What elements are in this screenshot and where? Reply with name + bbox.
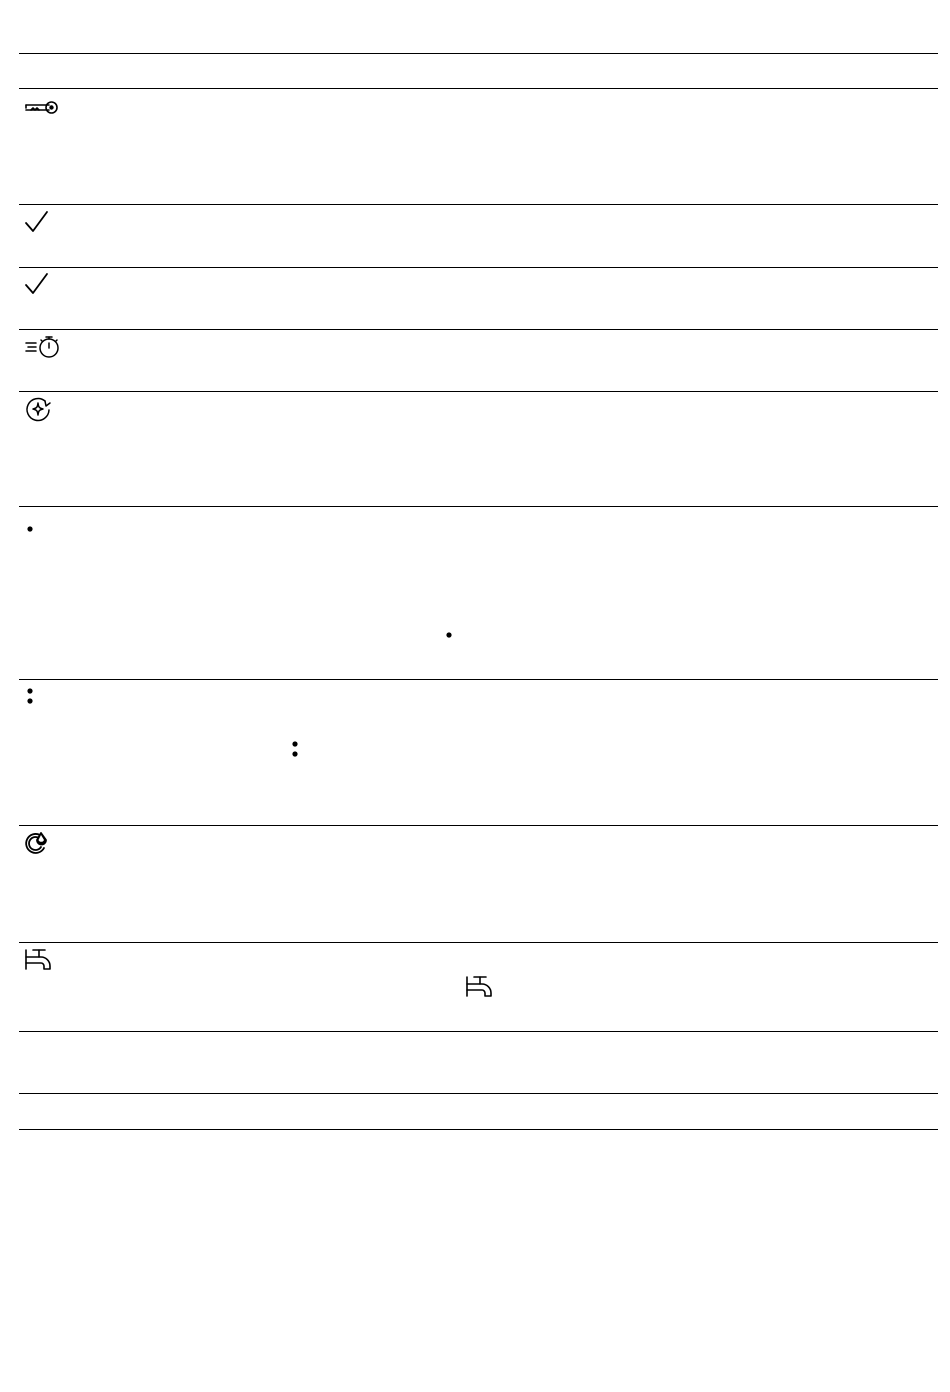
row-divider (19, 391, 938, 392)
single-dot-inline-icon (445, 631, 453, 639)
sparkle-clock-icon (25, 397, 53, 423)
checkmark-icon (24, 272, 50, 296)
row-divider (19, 942, 938, 943)
row-divider (19, 1031, 938, 1032)
checkmark-icon (24, 210, 50, 234)
row-divider (19, 267, 938, 268)
row-divider (19, 506, 938, 507)
key-icon (25, 99, 59, 117)
table-header-bottom-rule (19, 88, 938, 89)
row-divider (19, 1093, 938, 1094)
table-header-top-rule (19, 53, 938, 54)
rinse-aid-icon (24, 831, 50, 855)
row-divider (19, 679, 938, 680)
water-tap-inline-icon (466, 975, 494, 999)
row-divider (19, 825, 938, 826)
row-divider (19, 329, 938, 330)
row-divider (19, 204, 938, 205)
table-bottom-rule (19, 1129, 938, 1130)
single-dot-icon (26, 525, 34, 533)
fast-timer-icon (25, 335, 61, 359)
double-dot-icon (26, 687, 34, 707)
double-dot-inline-icon (291, 740, 299, 760)
water-tap-icon (25, 948, 53, 972)
